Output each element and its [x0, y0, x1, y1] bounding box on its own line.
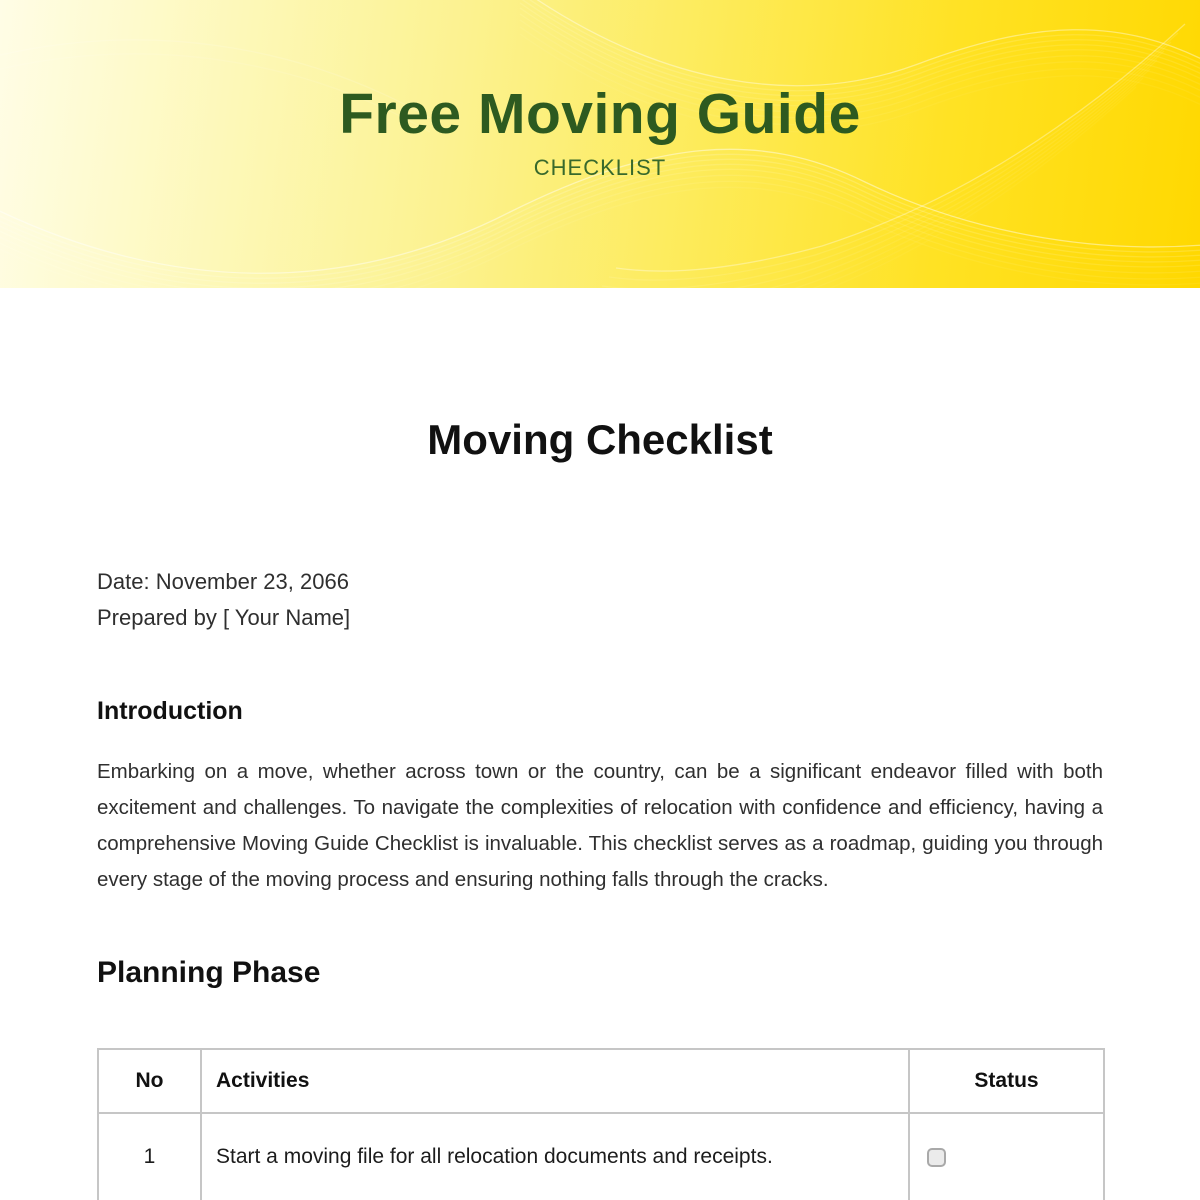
banner-text-block [0, 0, 1200, 288]
table-header-row [98, 1049, 1104, 1113]
column-header-no: No [98, 1049, 201, 1113]
status-checkbox[interactable] [927, 1148, 946, 1167]
document-meta [97, 564, 1103, 636]
banner-title: Free Moving Guide [339, 82, 861, 146]
introduction-heading: Introduction [97, 697, 243, 725]
row-status-cell [909, 1113, 1104, 1200]
document-body [0, 416, 1200, 1200]
date-line: Date: November 23, 2066 [97, 569, 349, 594]
prepared-by-line: Prepared by [ Your Name] [97, 605, 351, 630]
column-header-status: Status [909, 1049, 1104, 1113]
column-header-activities: Activities [201, 1049, 909, 1113]
table-row [98, 1113, 1104, 1200]
row-number: 1 [98, 1113, 201, 1200]
introduction-paragraph: Embarking on a move, whether across town or the country, can be a significant endeavor filled with both excitement and challenges. To navigate the complexities of relocation with confidence and efficiency, having a comprehensive Moving Guide Checklist is invaluable. This checklist serves as a roadmap, guiding you through every stage of the moving process and ensuring nothing falls through the cracks. [97, 760, 1103, 891]
planning-phase-table [97, 1048, 1105, 1200]
banner-subtitle: CHECKLIST [533, 155, 667, 180]
document-title: Moving Checklist [427, 416, 773, 463]
row-activity: Start a moving file for all relocation documents and receipts. [201, 1113, 909, 1200]
planning-phase-heading: Planning Phase [97, 956, 321, 989]
banner [0, 0, 1200, 288]
